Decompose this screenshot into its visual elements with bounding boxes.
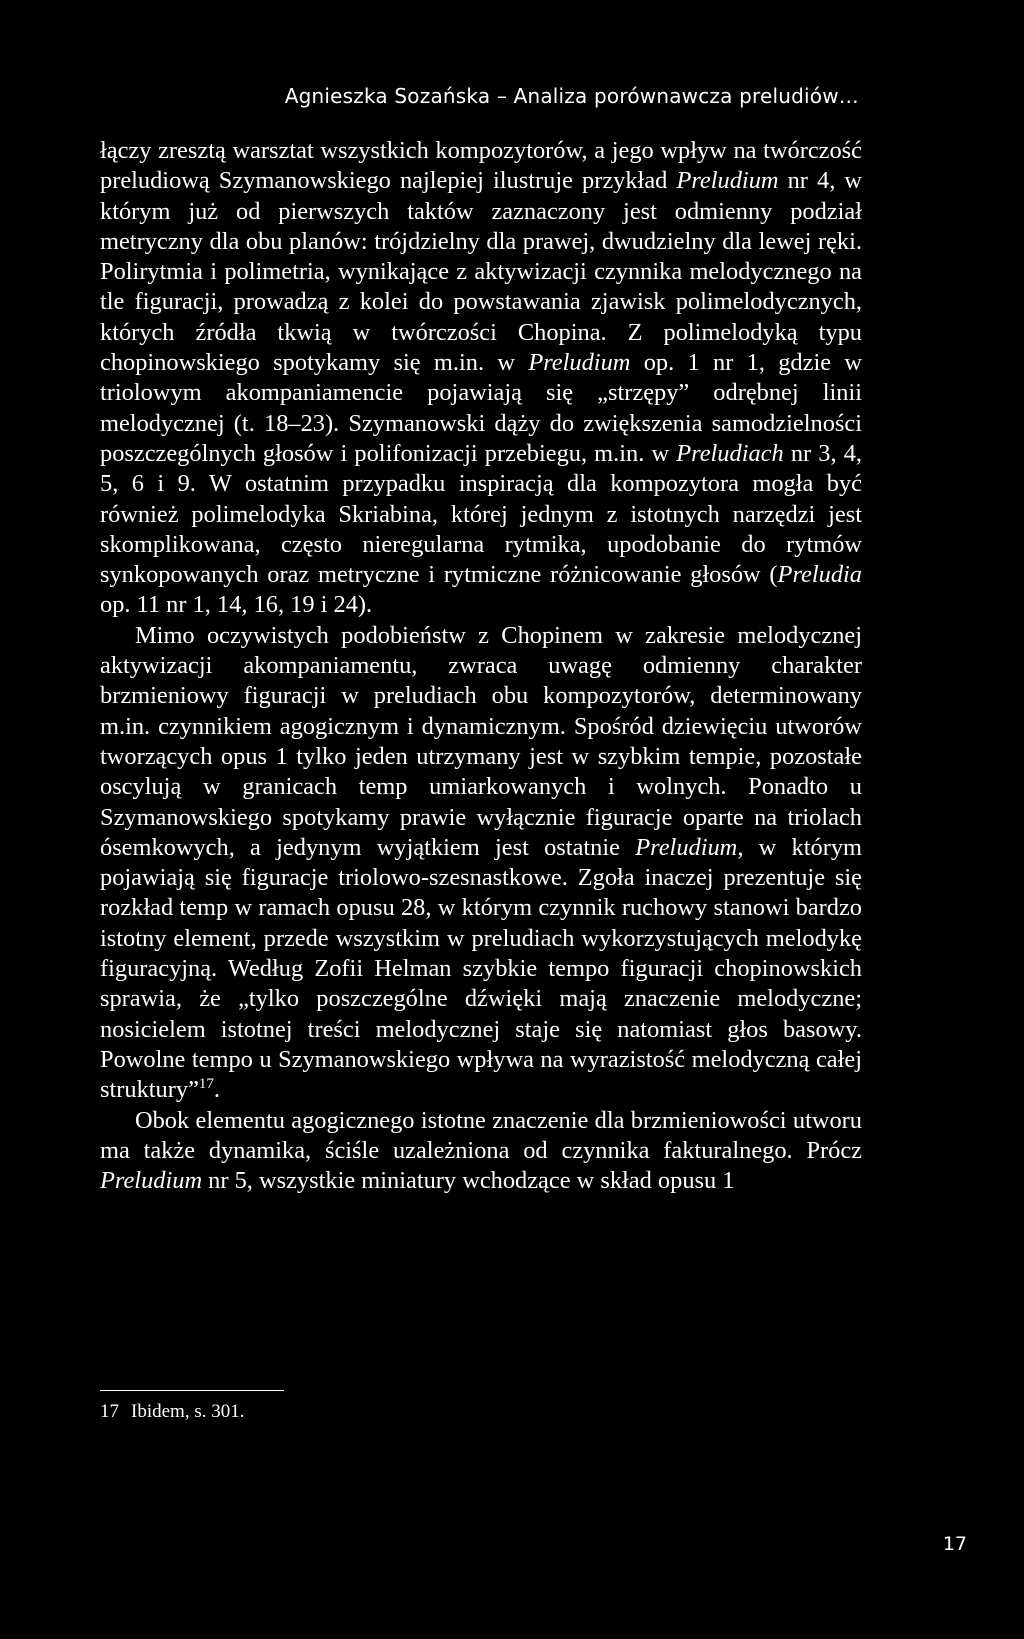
work-title: Preludium [676, 167, 779, 195]
footnote [100, 1400, 244, 1424]
footnote-text: Ibidem, s. 301. [131, 1401, 245, 1422]
text-segment: nr 4, w którym już od pierwszych taktów zaznaczony jest odmienny podział metryczny dla obu planów: trójdzielny dla prawej, dwudzielny dla lewej ręki. Polirytmia i polimetria, wynikające z aktywizacji czynnika melodycznego na tle figuracji, prowadzą z kolei do powstawania zjawisk polimelodycznych, których źródła tkwią w twórczości Chopina. Z polimelodyką typu chopinowskiego spotykamy się m.in. w [100, 167, 862, 377]
paragraph-3 [100, 1106, 862, 1197]
text-segment: , w którym pojawiają się figuracje triolowo-szesnastkowe. Zgoła inaczej prezentuje się rozkład temp w ramach opusu 28, w którym czynnik ruchowy stanowi bardzo istotny element, przede wszystkim w preludiach wykorzystujących melodykę figuracyjną. Według Zofii Helman szybkie tempo figuracji chopinowskich sprawia, że „tylko poszczególne dźwięki mają znaczenie melodyczne; nosicielem istotnej treści melodycznej staje się natomiast głos basowy. Powolne tempo u Szymanowskiego wpływa na wyrazistość melodyczną całej struktury” [100, 833, 862, 1104]
paragraph-1 [100, 136, 862, 621]
page-number: 17 [942, 1533, 967, 1555]
text-segment: . [213, 1076, 221, 1104]
footnote-divider [100, 1390, 284, 1391]
text-segment: Obok elementu agogicznego istotne znaczenie dla brzmieniowości utworu ma także dynamika, ściśle uzależniona od czynnika fakturalnego. Prócz [100, 1106, 862, 1164]
footnote-number: 17 [100, 1401, 119, 1422]
body-text [100, 136, 862, 1196]
text-segment: op. 1 nr 1, gdzie w triolowym akompaniamencie pojawiają się „strzępy” odrębnej linii melodycznej (t. 18–23). Szymanowski dąży do zwiększenia samodzielności poszczególnych głosów i polifonizacji przebiegu, m.in. w [100, 349, 862, 467]
text-segment: op. 11 nr 1, 14, 16, 19 i 24). [100, 591, 373, 619]
work-title: Preludium [100, 1167, 203, 1195]
paragraph-2 [100, 621, 862, 1106]
work-title: Preludium [635, 833, 738, 861]
text-segment: Mimo oczywistych podobieństw z Chopinem w zakresie melodycznej aktywizacji akompaniamentu, zwraca uwagę odmienny charakter brzmieniowy figuracji w preludiach obu kompozytorów, determinowany m.in. czynnikiem agogicznym i dynamicznym. Spośród dziewięciu utworów tworzących opus 1 tylko jeden utrzymany jest w szybkim tempie, pozostałe oscylują w granicach temp umiarkowanych i wolnych. Ponadto u Szymanowskiego spotykamy prawie wyłącznie figuracje oparte na triolach ósemkowych, a jedynym wyjątkiem jest ostatnie [100, 621, 862, 861]
work-title: Preludium [528, 349, 631, 377]
text-segment: nr 5, wszystkie miniatury wchodzące w skład opusu 1 [202, 1167, 735, 1195]
text-segment: łączy zresztą warsztat wszystkich kompozytorów, a jego wpływ na twórczość preludiową Szymanowskiego najlepiej ilustruje przykład [100, 137, 862, 195]
running-head: Agnieszka Sozańska – Analiza porównawcza preludiów… [284, 84, 859, 108]
footnote-marker[interactable]: 17 [198, 1076, 214, 1093]
text-segment: nr 3, 4, 5, 6 i 9. W ostatnim przypadku inspiracją dla kompozytora mogła być również polimelodyka Skriabina, której jednym z istotnych narzędzi jest skomplikowana, często nieregularna rytmika, upodobanie do rytmów synkopowanych oraz metryczne i rytmiczne różnicowanie głosów ( [100, 439, 863, 589]
work-title: Preludiach [676, 439, 784, 467]
work-title: Preludia [777, 561, 862, 589]
